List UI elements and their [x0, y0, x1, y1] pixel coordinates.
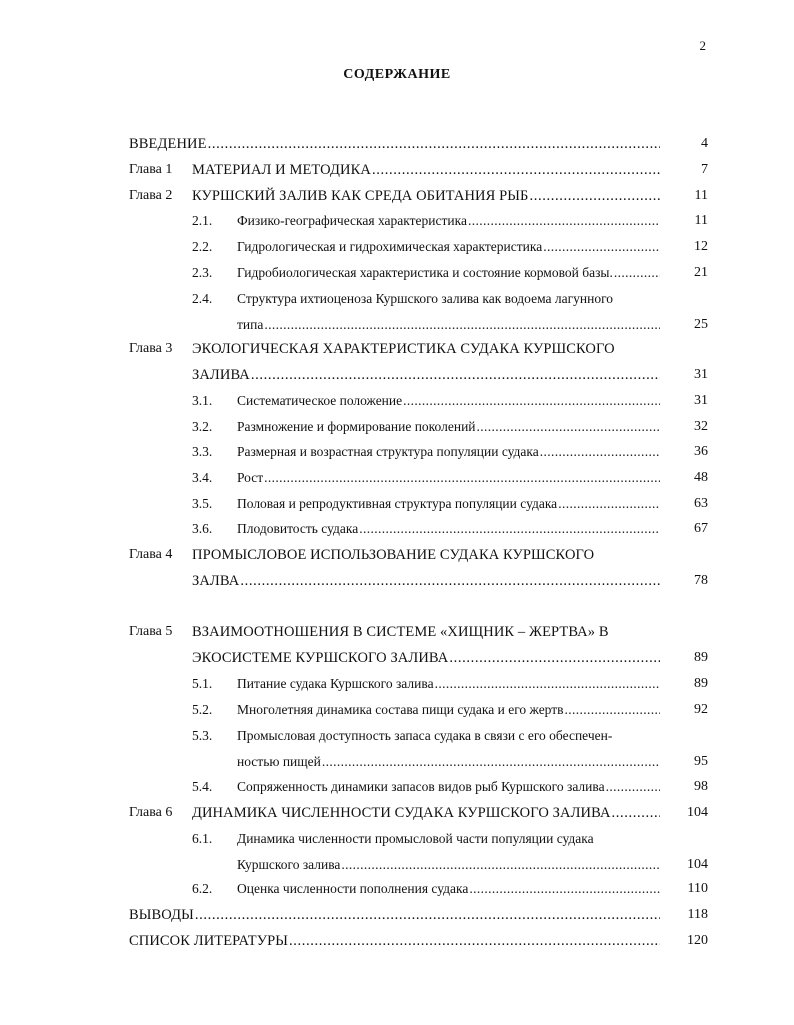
toc-leader-dots [614, 262, 660, 284]
toc-leader-dots [449, 647, 660, 669]
toc-entry [0, 518, 794, 544]
toc-section-number: 6.1. [192, 831, 213, 846]
toc-entry [0, 159, 794, 185]
toc-entry-title: ЭКОСИСТЕМЕ КУРШСКОГО ЗАЛИВА [192, 649, 449, 666]
toc-entry-title: Гидробиологическая характеристика и состояние кормовой базы. [237, 265, 613, 280]
toc-leader-dots [240, 570, 660, 592]
toc-entry-title-line [237, 390, 660, 412]
toc-section-number: 5.4. [192, 779, 213, 794]
toc-section-number: 2.4. [192, 291, 213, 306]
toc-entry-title: ностью пищей [237, 753, 321, 769]
toc-page-number: 21 [694, 265, 708, 280]
toc-entry [0, 338, 794, 389]
toc-page-number: 11 [694, 188, 708, 203]
toc-entry-title-line [237, 518, 660, 540]
toc-page-number: 25 [694, 316, 708, 332]
toc-page-number: 92 [694, 702, 708, 717]
toc-page-number: 89 [694, 676, 708, 691]
toc-page-number: 98 [694, 779, 708, 794]
toc-entry-title: Рост [237, 470, 264, 485]
toc-entry-title: Половая и репродуктивная структура популяции судака [237, 496, 558, 511]
toc-page-number: 48 [694, 470, 708, 485]
toc-leader-dots [341, 854, 660, 876]
toc-entry-title-line [237, 314, 660, 336]
toc-section-number: 2.1. [192, 213, 213, 228]
toc-section-number: 5.3. [192, 728, 213, 743]
toc-leader-dots [558, 493, 660, 515]
toc-entry-title: Размножение и формирование поколений [237, 419, 476, 434]
toc-entry-title-line [237, 262, 660, 284]
toc-entry [0, 416, 794, 442]
toc-leader-dots [264, 314, 660, 336]
toc-entry-title-line [192, 159, 660, 181]
toc-leader-dots [208, 133, 660, 155]
toc-page-number: 7 [701, 162, 708, 177]
toc-entry-title-line [129, 904, 660, 926]
toc-entry-title-line [237, 854, 660, 876]
toc-page-number: 120 [687, 933, 708, 948]
toc-page-number: 104 [687, 805, 708, 820]
toc-leader-dots [469, 878, 660, 900]
toc-entry-title-line [237, 878, 660, 900]
toc-leader-dots [540, 441, 660, 463]
toc-page-number: 31 [694, 366, 708, 382]
toc-section-number: 2.3. [192, 265, 213, 280]
toc-entry-title-line [237, 441, 660, 463]
toc-page-number: 12 [694, 239, 708, 254]
toc-page-number: 4 [701, 136, 708, 151]
toc-entry [0, 493, 794, 519]
toc-entry [0, 725, 794, 776]
toc-chapter-label: Глава 2 [129, 188, 173, 203]
toc-entry [0, 930, 794, 956]
toc-entry-title: Сопряженность динамики запасов видов рыб Куршского залива [237, 779, 605, 794]
toc-entry-title-line [237, 416, 660, 438]
toc-entry [0, 467, 794, 493]
toc-section-number: 3.3. [192, 444, 213, 459]
toc-entry [0, 185, 794, 211]
toc-entry-title-line [237, 828, 594, 850]
toc-entry-title: ЗАЛИВА [192, 366, 250, 383]
toc-entry [0, 133, 794, 159]
toc-entry-title-line [192, 621, 609, 643]
toc-entry [0, 544, 794, 595]
toc-section-number: 3.4. [192, 470, 213, 485]
toc-page-number: 104 [687, 856, 708, 872]
toc-section-number: 2.2. [192, 239, 213, 254]
toc-entry-title-line [129, 133, 660, 155]
toc-leader-dots [322, 751, 660, 773]
toc-chapter-label: Глава 4 [129, 547, 173, 562]
toc-section-number: 5.1. [192, 676, 213, 691]
toc-leader-dots [359, 518, 660, 540]
toc-section-number: 5.2. [192, 702, 213, 717]
toc-entry-title: КУРШСКИЙ ЗАЛИВ КАК СРЕДА ОБИТАНИЯ РЫБ [192, 188, 529, 204]
toc-entry [0, 210, 794, 236]
toc-entry-title-line [192, 544, 594, 566]
toc-entry-title-line [237, 210, 660, 232]
toc-entry-title: ЭКОЛОГИЧЕСКАЯ ХАРАКТЕРИСТИКА СУДАКА КУРШСКОГО [192, 341, 615, 357]
toc-leader-dots [403, 390, 660, 412]
toc-entry [0, 390, 794, 416]
toc-page-number: 95 [694, 753, 708, 769]
toc-section-number: 6.2. [192, 881, 213, 896]
toc-page-number: 118 [687, 907, 708, 922]
toc-entry-title-line [192, 570, 660, 592]
toc-entry [0, 621, 794, 672]
toc-entry-title-line [237, 467, 660, 489]
toc-entry-title-line [237, 725, 612, 747]
toc-page-number: 36 [694, 444, 708, 459]
toc-page-number: 67 [694, 521, 708, 536]
toc-entry-title: ВВЕДЕНИЕ [129, 136, 207, 152]
toc-entry [0, 904, 794, 930]
toc-entry-title-line [237, 699, 660, 721]
toc-leader-dots [251, 364, 660, 386]
toc-entry-title-line [192, 185, 660, 207]
toc-chapter-label: Глава 6 [129, 805, 173, 820]
toc-section-number: 3.1. [192, 393, 213, 408]
toc-entry [0, 828, 794, 879]
toc-section-number: 3.5. [192, 496, 213, 511]
toc-page-number: 31 [694, 393, 708, 408]
toc-entry-title: типа [237, 316, 264, 332]
toc-leader-dots [468, 210, 660, 232]
toc-entry-title: Динамика численности промысловой части популяции судака [237, 831, 594, 846]
toc-page-number: 11 [694, 213, 708, 228]
toc-entry-title-line [192, 338, 615, 360]
toc-page-number: 89 [694, 649, 708, 665]
page-title: СОДЕРЖАНИЕ [343, 67, 451, 82]
toc-entry-title-line [192, 802, 660, 824]
toc-leader-dots [372, 159, 660, 181]
toc-leader-dots [195, 904, 660, 926]
toc-entry-title: Куршского залива [237, 856, 341, 872]
toc-entry [0, 802, 794, 828]
toc-page-number: 63 [694, 496, 708, 511]
toc-leader-dots [264, 467, 660, 489]
toc-leader-dots [529, 185, 660, 207]
toc-entry-title: ЗАЛВА [192, 572, 240, 589]
toc-section-number: 3.2. [192, 419, 213, 434]
toc-leader-dots [543, 236, 660, 258]
toc-entry [0, 236, 794, 262]
toc-leader-dots [565, 699, 660, 721]
toc-entry-title: МАТЕРИАЛ И МЕТОДИКА [192, 162, 371, 178]
toc-entry-title: ВЗАИМООТНОШЕНИЯ В СИСТЕМЕ «ХИЩНИК – ЖЕРТВА» В [192, 624, 609, 640]
toc-entry-title-line [192, 647, 660, 669]
toc-entry-title-line [237, 751, 660, 773]
page-number: 2 [699, 38, 706, 53]
toc-entry [0, 262, 794, 288]
toc-entry [0, 673, 794, 699]
toc-entry-title: Питание судака Куршского залива [237, 676, 434, 691]
toc-entry [0, 699, 794, 725]
toc-entry-title: Оценка численности пополнения судака [237, 881, 469, 896]
toc-entry-title-line [129, 930, 660, 952]
toc-entry-title-line [237, 493, 660, 515]
toc-entry-title: Многолетняя динамика состава пищи судака и его жертв [237, 702, 564, 717]
toc-page-number: 110 [687, 881, 708, 896]
toc-entry-title-line [237, 776, 660, 798]
toc-entry [0, 878, 794, 904]
toc-entry-title: Гидрологическая и гидрохимическая характеристика [237, 239, 543, 254]
toc-entry-title: Промысловая доступность запаса судака в связи с его обеспечен- [237, 728, 613, 743]
toc-chapter-label: Глава 1 [129, 162, 173, 177]
toc-entry-title-line [192, 364, 660, 386]
toc-entry-title: ДИНАМИКА ЧИСЛЕННОСТИ СУДАКА КУРШСКОГО ЗАЛИВА [192, 805, 611, 821]
toc-entry-title: Систематическое положение [237, 393, 403, 408]
toc-entry-title: Структура ихтиоценоза Куршского залива как водоема лагунного [237, 291, 614, 306]
toc-entry-title: СПИСОК ЛИТЕРАТУРЫ [129, 933, 289, 949]
toc-entry [0, 776, 794, 802]
toc-entry-title-line [237, 673, 660, 695]
toc-entry-title-line [237, 288, 613, 310]
toc-section-number: 3.6. [192, 521, 213, 536]
toc-entry [0, 288, 794, 339]
toc-leader-dots [289, 930, 660, 952]
toc-chapter-label: Глава 3 [129, 341, 173, 356]
toc-chapter-label: Глава 5 [129, 624, 173, 639]
toc-entry-title: Размерная и возрастная структура популяции судака [237, 444, 539, 459]
toc-page-number: 32 [694, 419, 708, 434]
toc-entry [0, 441, 794, 467]
toc-leader-dots [606, 776, 660, 798]
toc-leader-dots [612, 802, 660, 824]
toc-leader-dots [435, 673, 660, 695]
toc-entry-title-line [237, 236, 660, 258]
toc-page-number: 78 [694, 572, 708, 588]
toc-leader-dots [477, 416, 660, 438]
toc-entry-title: ВЫВОДЫ [129, 907, 194, 923]
toc-entry-title: Плодовитость судака [237, 521, 359, 536]
toc-entry-title: ПРОМЫСЛОВОЕ ИСПОЛЬЗОВАНИЕ СУДАКА КУРШСКОГО [192, 547, 595, 563]
toc-entry-title: Физико-географическая характеристика [237, 213, 467, 228]
